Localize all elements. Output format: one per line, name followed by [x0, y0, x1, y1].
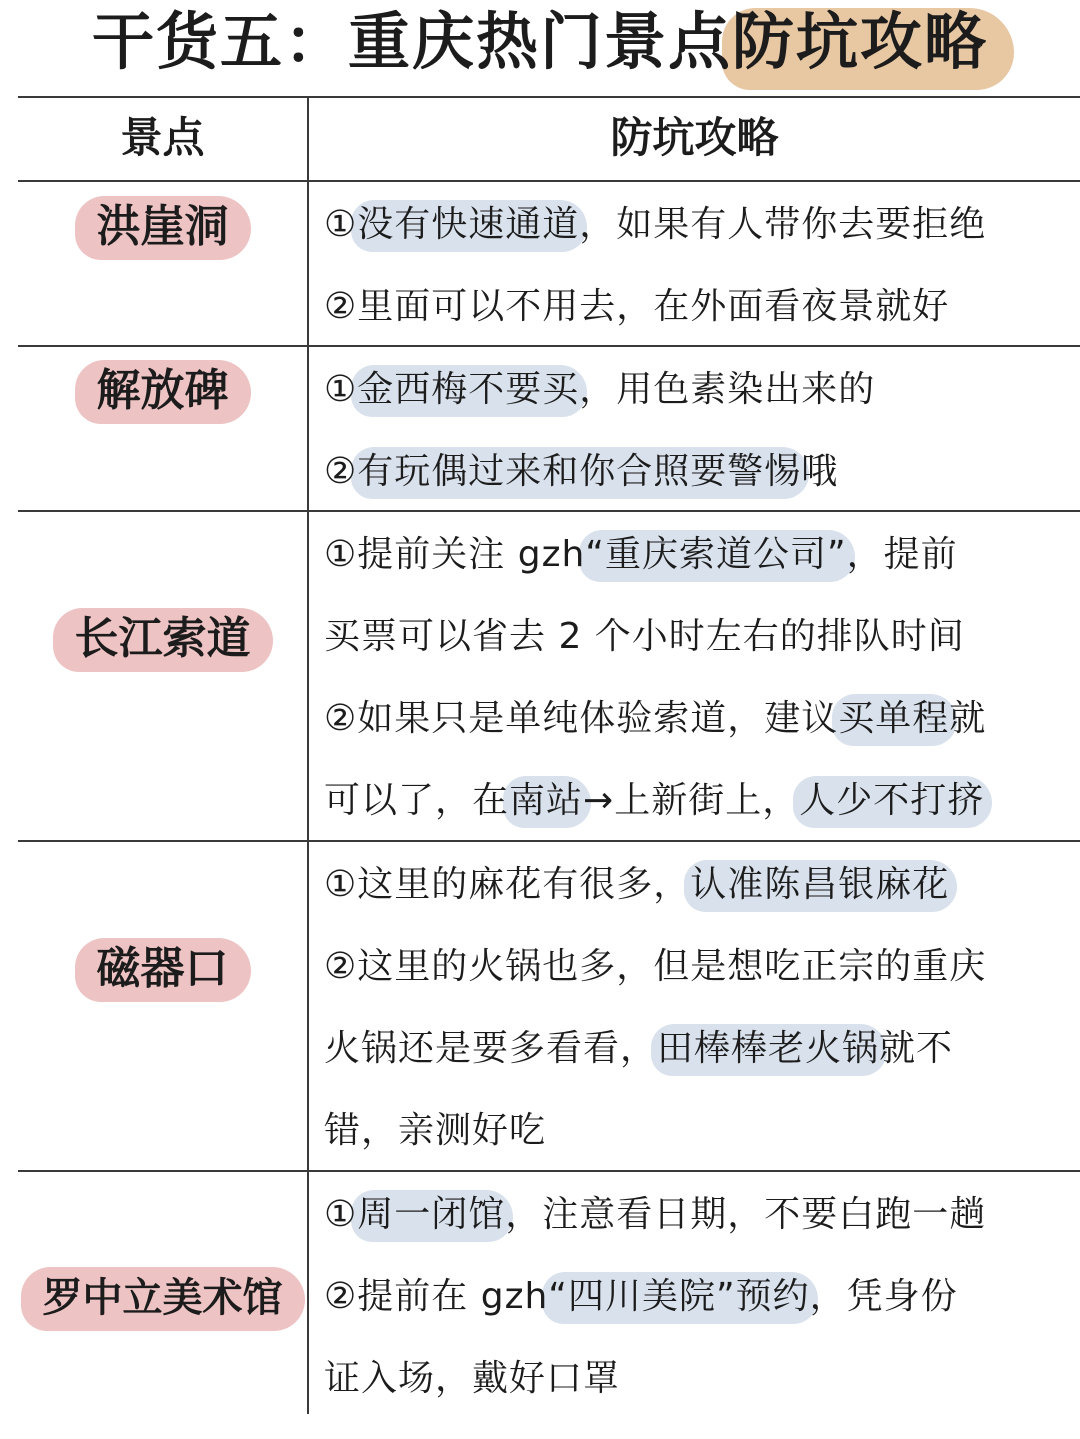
tip-line: 买票可以省去 2 个小时左右的排队时间 [324, 616, 965, 657]
tip-line: 可以了，在南站→上新街上，人少不打挤 [324, 760, 1080, 842]
spot-name [18, 356, 307, 426]
tips-table [18, 96, 1080, 1416]
spot-pill: 罗中立美术馆 [21, 1263, 305, 1333]
tip-line: ②里面可以不用去，在外面看夜景就好 [324, 286, 950, 327]
spot-pill: 解放碑 [75, 356, 251, 426]
highlight-mark: 周一闭馆 [357, 1174, 505, 1256]
highlight-mark: 人少不打挤 [799, 760, 984, 842]
tip-line: 证入场，戴好口罩 [324, 1358, 621, 1399]
spot-pill: 长江索道 [53, 604, 273, 674]
highlight-mark: 田棒棒老火锅 [657, 1008, 879, 1090]
highlight-mark: 金西梅不要买 [357, 349, 579, 431]
tip-line: ①提前关注 gzh“重庆索道公司”，提前 [324, 514, 1080, 596]
page-title [0, 0, 1080, 92]
spot-name [18, 1263, 307, 1333]
highlight-mark: 认准陈昌银麻花 [690, 844, 949, 926]
table-rule-header [18, 180, 1080, 182]
highlight-mark: “四川美院”预约 [548, 1256, 809, 1338]
tips-cell [324, 184, 1080, 348]
header-tips: 防坑攻略 [610, 113, 779, 162]
tip-line: ①周一闭馆，注意看日期，不要白跑一趟 [324, 1174, 1080, 1256]
spot-name [18, 604, 307, 674]
highlight-mark: 没有快速通道 [357, 184, 579, 266]
spot-name [18, 192, 307, 262]
tip-line: ①没有快速通道，如果有人带你去要拒绝 [324, 184, 1080, 266]
tips-cell [324, 349, 1080, 513]
header-spot: 景点 [120, 113, 205, 162]
tip-line: ②有玩偶过来和你合照要警惕哦 [324, 431, 1080, 513]
tip-line: ②如果只是单纯体验索道，建议买单程就 [324, 678, 1080, 760]
spot-pill: 洪崖洞 [75, 192, 251, 262]
tip-line: 错，亲测好吃 [324, 1110, 547, 1151]
tips-cell [324, 844, 1080, 1172]
spot-pill: 磁器口 [75, 934, 251, 1004]
tip-line: ②这里的火锅也多，但是想吃正宗的重庆 [324, 946, 987, 987]
tips-cell [324, 1174, 1080, 1420]
tips-cell [324, 514, 1080, 842]
tip-line: 火锅还是要多看看，田棒棒老火锅就不 [324, 1008, 1080, 1090]
tip-line: ①金西梅不要买，用色素染出来的 [324, 349, 1080, 431]
highlight-mark: 有玩偶过来和你合照要警惕 [357, 431, 801, 513]
tip-line: ①这里的麻花有很多，认准陈昌银麻花 [324, 844, 1080, 926]
highlight-mark: “重庆索道公司” [585, 514, 846, 596]
title-highlight: 防坑攻略 [732, 0, 988, 84]
highlight-mark: 南站 [509, 760, 583, 842]
title-main: 干货五：重庆热门景点 [91, 5, 732, 78]
highlight-mark: 买单程 [838, 678, 949, 760]
table-column-divider [307, 96, 309, 1414]
spot-name [18, 934, 307, 1004]
tip-line: ②提前在 gzh“四川美院”预约，凭身份 [324, 1256, 1080, 1338]
